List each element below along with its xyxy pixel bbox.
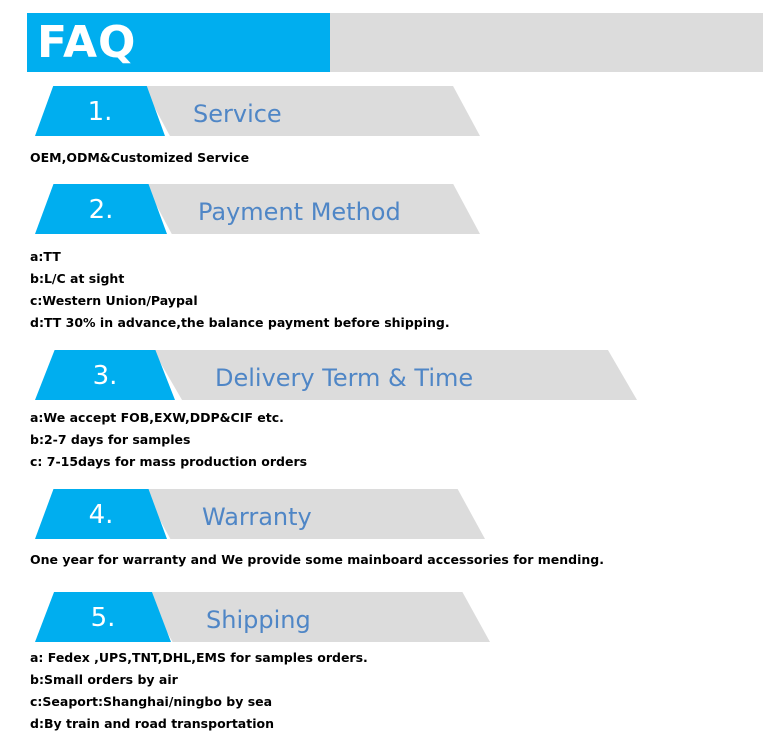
section-title: Payment Method bbox=[198, 198, 401, 226]
section-line: b:L/C at sight bbox=[30, 271, 125, 286]
section-line: OEM,ODM&Customized Service bbox=[30, 150, 250, 165]
faq-banner bbox=[27, 13, 763, 72]
faq-title-box bbox=[27, 13, 330, 72]
section-number: 1. bbox=[87, 97, 113, 127]
section-line: a:TT bbox=[30, 249, 61, 264]
section-line: c:Western Union/Paypal bbox=[30, 293, 198, 308]
section-line: b:Small orders by air bbox=[30, 672, 178, 687]
section-title: Warranty bbox=[202, 503, 312, 531]
section-line: a: Fedex ,UPS,TNT,DHL,EMS for samples orders. bbox=[30, 650, 368, 665]
section-number: 5. bbox=[90, 603, 116, 633]
section-header-shipping bbox=[35, 592, 490, 642]
section-line: d:By train and road transportation bbox=[30, 716, 274, 731]
section-title: Delivery Term & Time bbox=[215, 364, 474, 392]
section-title: Service bbox=[193, 100, 282, 128]
section-line: d:TT 30% in advance,the balance payment before shipping. bbox=[30, 315, 450, 330]
section-line: b:2-7 days for samples bbox=[30, 432, 191, 447]
section-line: c: 7-15days for mass production orders bbox=[30, 454, 308, 469]
section-title-bar bbox=[143, 489, 485, 539]
section-line: c:Seaport:Shanghai/ningbo by sea bbox=[30, 694, 273, 709]
section-header-warranty bbox=[35, 489, 485, 539]
section-number: 3. bbox=[92, 361, 118, 391]
faq-title: FAQ bbox=[37, 17, 137, 68]
section-line: a:We accept FOB,EXW,DDP&CIF etc. bbox=[30, 410, 284, 425]
section-title: Shipping bbox=[206, 606, 311, 634]
section-number: 2. bbox=[88, 195, 114, 225]
section-header-service bbox=[35, 86, 480, 136]
section-title-bar bbox=[145, 592, 490, 642]
section-header-payment-method bbox=[35, 184, 480, 234]
section-header-delivery-term bbox=[35, 350, 637, 400]
section-line: One year for warranty and We provide some mainboard accessories for mending. bbox=[30, 552, 604, 567]
section-number: 4. bbox=[88, 500, 114, 530]
